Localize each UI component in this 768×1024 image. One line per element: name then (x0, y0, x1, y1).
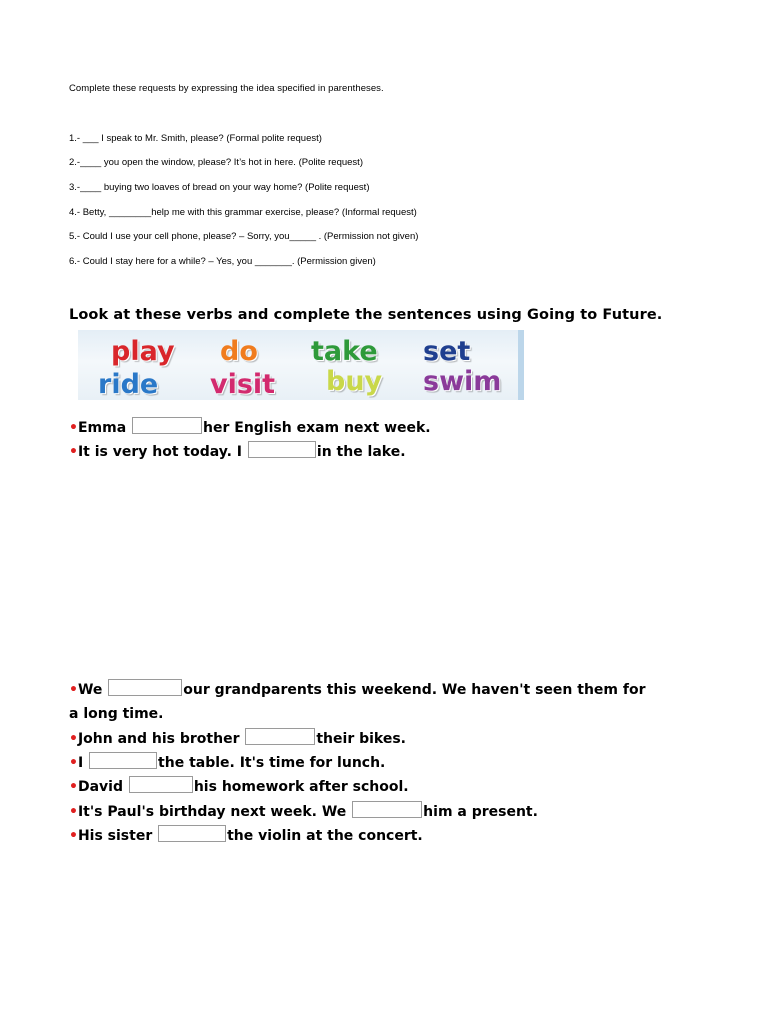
request-item: 5.- Could I use your cell phone, please? – Sorry, you_____ . (Permission not given) (69, 231, 419, 242)
bullet-icon: • (69, 731, 78, 747)
sentence-3-continuation: a long time. (69, 706, 164, 722)
sentence-3: •We our grandparents this weekend. We haven't seen them for (69, 679, 645, 700)
request-item: 6.- Could I stay here for a while? – Yes, you _______. (Permission given) (69, 256, 376, 267)
answer-blank[interactable] (245, 728, 315, 745)
sentence-4: •John and his brother their bikes. (69, 728, 406, 749)
sentence-1: •Emma her English exam next week. (69, 417, 431, 438)
request-item: 1.- ___ I speak to Mr. Smith, please? (Formal polite request) (69, 133, 322, 144)
sentence-8: •His sister the violin at the concert. (69, 825, 423, 846)
request-item: 3.-____ buying two loaves of bread on your way home? (Polite request) (69, 182, 370, 193)
request-item: 4.- Betty, ________help me with this grammar exercise, please? (Informal request) (69, 207, 417, 218)
answer-blank[interactable] (158, 825, 226, 842)
answer-blank[interactable] (352, 801, 422, 818)
verb-ride: ride (98, 369, 159, 400)
verb-set: set (423, 336, 471, 367)
instructions: Complete these requests by expressing the idea specified in parentheses. (69, 83, 384, 94)
answer-blank[interactable] (89, 752, 157, 769)
bullet-icon: • (69, 420, 78, 436)
verb-buy: buy (326, 366, 383, 397)
answer-blank[interactable] (132, 417, 202, 434)
answer-blank[interactable] (108, 679, 182, 696)
bullet-icon: • (69, 804, 78, 820)
sentence-7: •It's Paul's birthday next week. We him a present. (69, 801, 538, 822)
verb-banner (78, 330, 524, 400)
sentence-2: •It is very hot today. I in the lake. (69, 441, 406, 462)
verb-swim: swim (423, 366, 502, 397)
section-title: Look at these verbs and complete the sentences using Going to Future. (69, 307, 663, 323)
sentence-5: •I the table. It's time for lunch. (69, 752, 385, 773)
answer-blank[interactable] (248, 441, 316, 458)
bullet-icon: • (69, 755, 78, 771)
bullet-icon: • (69, 682, 78, 698)
verb-visit: visit (210, 369, 276, 400)
verb-play: play (111, 336, 175, 367)
verb-do: do (220, 336, 258, 367)
answer-blank[interactable] (129, 776, 193, 793)
request-item: 2.-____ you open the window, please? It’s hot in here. (Polite request) (69, 157, 363, 168)
bullet-icon: • (69, 828, 78, 844)
verb-take: take (311, 336, 378, 367)
bullet-icon: • (69, 444, 78, 460)
sentence-6: •David his homework after school. (69, 776, 409, 797)
bullet-icon: • (69, 779, 78, 795)
